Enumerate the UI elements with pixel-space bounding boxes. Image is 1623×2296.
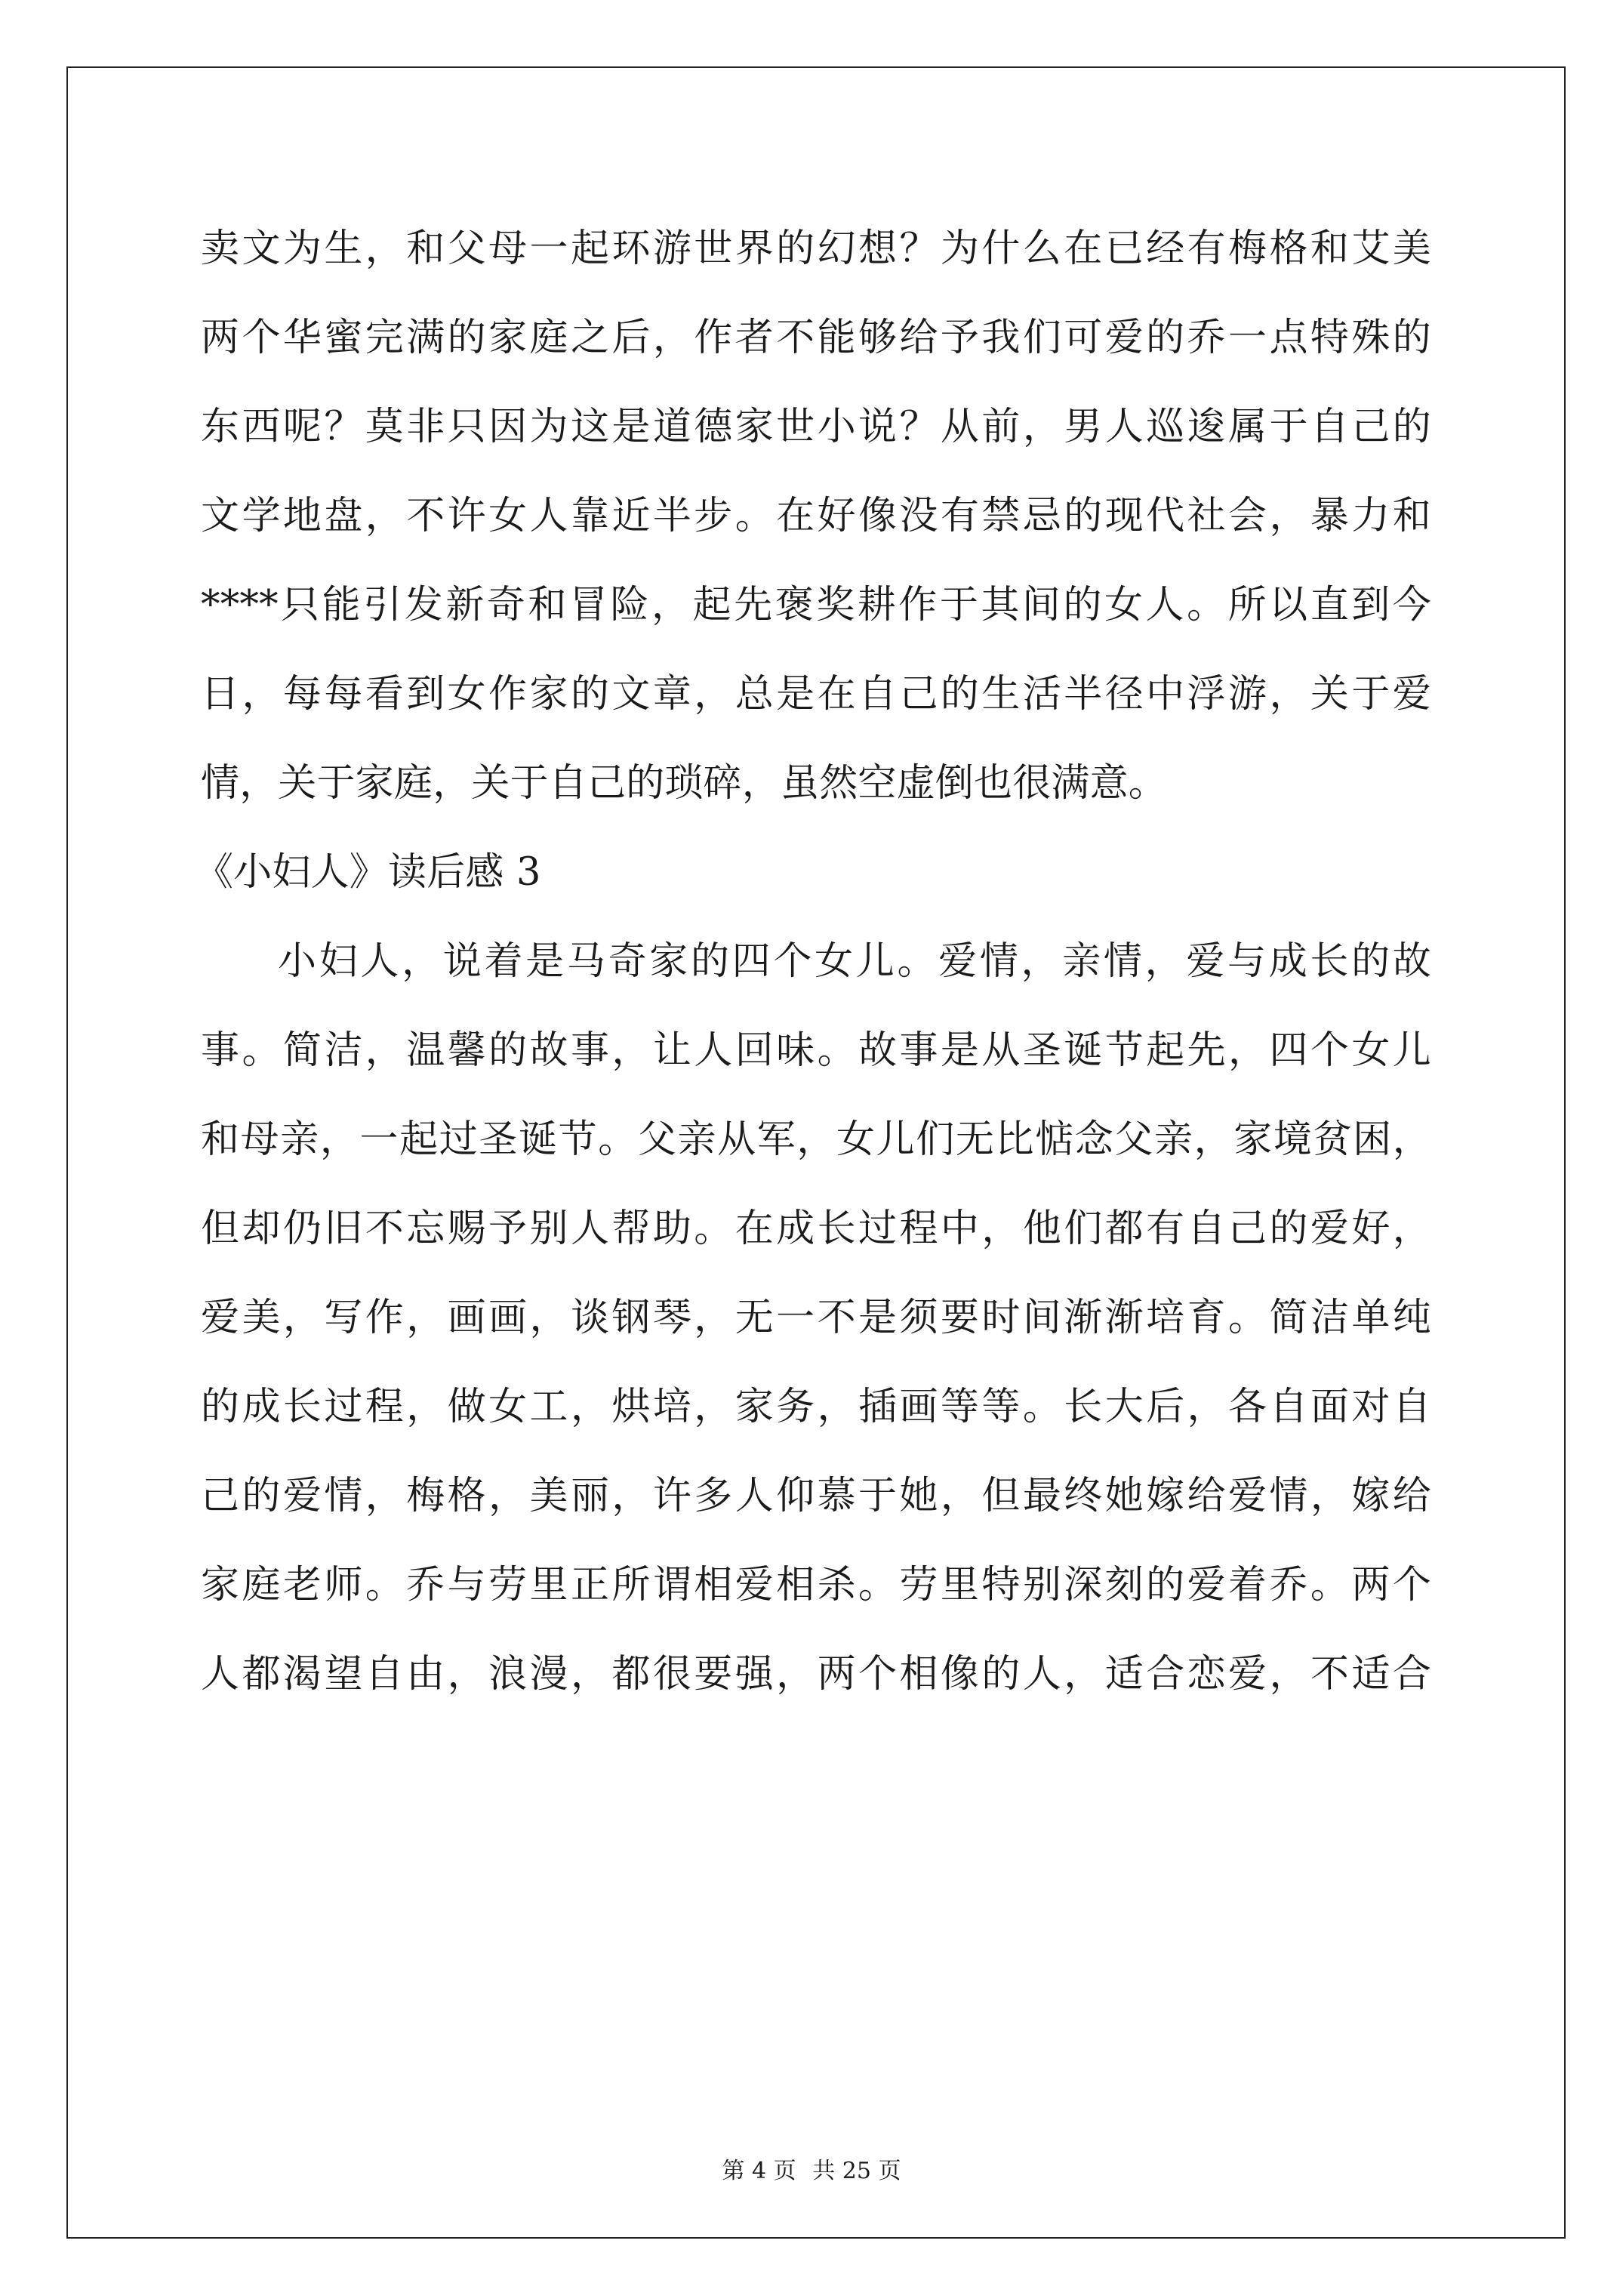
paragraph-2-line-3: 和母亲，一起过圣诞节。父亲从军，女儿们无比惦念父亲，家境贫困， bbox=[201, 1117, 1431, 1162]
page-footer bbox=[0, 2156, 1623, 2187]
paragraph-2-line-6: 的成长过程，做女工，烘培，家务，插画等等。长大后，各自面对自 bbox=[201, 1385, 1431, 1429]
paragraph-1-line-6: 日，每每看到女作家的文章，总是在自己的生活半径中浮游，关于爱 bbox=[201, 672, 1431, 717]
paragraph-2-line-1: 小妇人，说着是马奇家的四个女儿。爱情，亲情，爱与成长的故 bbox=[278, 939, 1431, 984]
paragraph-2-line-5: 爱美，写作，画画，谈钢琴，无一不是须要时间渐渐培育。简洁单纯 bbox=[201, 1296, 1431, 1340]
paragraph-2-line-8: 家庭老师。乔与劳里正所谓相爱相杀。劳里特别深刻的爱着乔。两个 bbox=[201, 1563, 1431, 1607]
paragraph-1-line-3: 东西呢？莫非只因为这是道德家世小说？从前，男人巡逡属于自己的 bbox=[201, 405, 1431, 449]
paragraph-2-line-7: 己的爱情，梅格，美丽，许多人仰慕于她，但最终她嫁给爱情，嫁给 bbox=[201, 1474, 1431, 1518]
paragraph-1-line-1: 卖文为生，和父母一起环游世界的幻想？为什么在已经有梅格和艾美 bbox=[201, 227, 1431, 271]
page-total: 共 25 页 bbox=[812, 2158, 901, 2184]
page-number: 第 4 页 bbox=[722, 2158, 796, 2184]
paragraph-1-line-4: 文学地盘，不许女人靠近半步。在好像没有禁忌的现代社会，暴力和 bbox=[201, 494, 1431, 538]
paragraph-1-line-5: ****只能引发新奇和冒险，起先褒奖耕作于其间的女人。所以直到今 bbox=[201, 583, 1431, 627]
paragraph-1-line-2: 两个华蜜完满的家庭之后，作者不能够给予我们可爱的乔一点特殊的 bbox=[201, 316, 1431, 360]
paragraph-1-line-7: 情，关于家庭，关于自己的琐碎，虽然空虚倒也很满意。 bbox=[201, 761, 1168, 806]
paragraph-2-line-2: 事。简洁，温馨的故事，让人回味。故事是从圣诞节起先，四个女儿 bbox=[201, 1028, 1431, 1073]
section-title: 《小妇人》读后感 3 bbox=[195, 850, 541, 895]
paragraph-2-line-4: 但却仍旧不忘赐予别人帮助。在成长过程中，他们都有自己的爱好， bbox=[201, 1207, 1431, 1251]
paragraph-2-line-9: 人都渴望自由，浪漫，都很要强，两个相像的人，适合恋爱，不适合 bbox=[201, 1652, 1431, 1697]
